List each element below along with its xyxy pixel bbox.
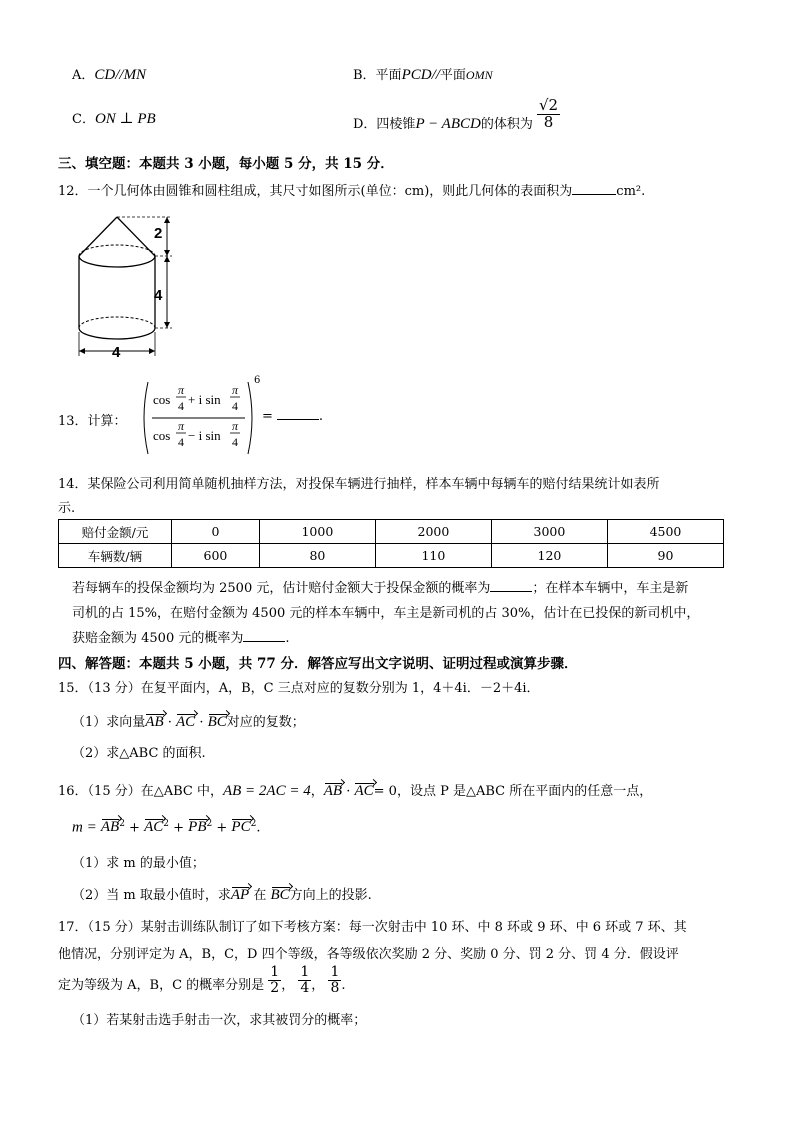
table-row: [59, 544, 724, 568]
option-b: [353, 64, 493, 84]
table-cell: 600: [172, 544, 260, 568]
frac-num: 1: [330, 964, 340, 980]
table-cell: 3000: [491, 520, 607, 544]
frac-den: 2: [270, 979, 280, 996]
q17-s1: （1）若某射击选手射击一次，求其被罚分的概率；: [72, 1013, 367, 1028]
option-d-text: 的体积为: [480, 116, 533, 132]
option-d: [353, 98, 560, 131]
option-a-label: A．: [72, 68, 95, 83]
q13-num-four2: 4: [232, 399, 238, 413]
q14-p3-text: 获赔金额为 4500 元的概率为: [72, 631, 244, 646]
option-b-math1: PCD//: [401, 67, 440, 83]
option-b-text2: 平面: [439, 68, 466, 83]
q16-s1: （1）求 m 的最小值；: [72, 856, 205, 871]
vector-ac: AC: [144, 819, 164, 836]
q16-s2: [72, 884, 372, 904]
q13-num-four1: 4: [178, 399, 184, 413]
option-b-label: B．平面: [353, 68, 402, 83]
vector-ac: AC: [176, 714, 196, 730]
q14-p1-text: 若每辆车的投保金额均为 2500 元，估计赔付金额大于投保金额的概率为: [72, 581, 491, 596]
q16-stem-b: ，: [310, 784, 324, 799]
frac-den: 4: [300, 979, 310, 996]
dim-cone-height: 2: [154, 225, 163, 242]
table-cell: 110: [375, 544, 491, 568]
q13-num-isin: + i sin: [188, 392, 221, 407]
cone-cylinder-figure: [70, 210, 180, 365]
q16-m-label: m =: [72, 819, 97, 836]
option-a: [72, 64, 146, 84]
table-cell: 80: [259, 544, 375, 568]
q13-den-pi1: π: [178, 419, 185, 433]
q13-label: 13．计算：: [58, 414, 127, 429]
q13-exponent: 6: [254, 375, 261, 386]
q15-s2: （2）求△ABC 的面积.: [72, 746, 206, 761]
dim-cylinder-height: 4: [154, 287, 163, 304]
q13-num-pi2: π: [232, 383, 239, 397]
q14-blank2: [243, 641, 285, 642]
q15-s1: （1）求向量AB · AC · BC对应的复数；: [72, 714, 305, 730]
q14-p3: [72, 627, 290, 646]
vector-ac: AC: [354, 783, 374, 799]
table-cell: 1000: [259, 520, 375, 544]
q17-l3-text: 定为等级为 A，B，C 的概率分别是: [58, 977, 265, 993]
q16-s2b: 在: [253, 888, 267, 903]
q13-den-isin: − i sin: [188, 428, 221, 443]
q16-stem-a: 16．（15 分）在△ABC 中，: [58, 784, 223, 799]
q13-den-pi2: π: [232, 419, 239, 433]
option-b-math2: OMN: [465, 68, 493, 82]
vector-ab: AB: [100, 819, 120, 836]
table-cell: 赔付金额/元: [59, 520, 172, 544]
frac-den: 8: [330, 979, 340, 996]
option-c: [72, 108, 156, 128]
q16-stem-c: = 0，设点 P 是△ABC 所在平面内的任意一点，: [373, 784, 653, 799]
q12-text: 12．一个几何体由圆锥和圆柱组成，其尺寸如图所示(单位：cm)，则此几何体的表面积为: [58, 184, 573, 199]
q13-den-cos: cos: [153, 428, 171, 443]
vector-ab: AB: [323, 783, 343, 799]
q13-den-four1: 4: [178, 435, 184, 449]
vector-ap: AP: [230, 887, 250, 903]
table-cell: 2000: [375, 520, 491, 544]
table-cell: 车辆数/辆: [59, 544, 172, 568]
q13-equals: =: [262, 409, 273, 424]
q16-stem: 16．（15 分）在△ABC 中，AB = 2AC = 4，AB · AC= 0，设点 P 是△ABC 所在平面内的任意一点，: [58, 783, 653, 799]
q13-num-pi1: π: [178, 383, 185, 397]
option-c-math: ON ⊥ PB: [94, 111, 156, 127]
q14-intro2: 示.: [58, 501, 76, 516]
section-4-heading: 四、解答题：本题共 5 小题，共 77 分．解答应写出文字说明、证明过程或演算步骤．: [58, 656, 578, 672]
option-d-den: 8: [543, 112, 554, 131]
frac-num: 1: [270, 964, 280, 980]
q17-l1: 17．（15 分）某射击训练队制订了如下考核方案：每一次射击中 10 环、中 8 环或 9 环、中 6 环或 7 环、其: [58, 920, 687, 935]
q14-blank1: [490, 591, 532, 592]
q14-p3b-text: .: [285, 631, 290, 646]
fraction-eighth: [328, 965, 341, 995]
option-a-math: CD//MN: [94, 67, 147, 83]
q16-s2a: （2）当 m 取最小值时，求: [72, 888, 231, 903]
vector-bc: BC: [270, 887, 290, 903]
table-cell: 90: [607, 544, 723, 568]
vector-pc: PC: [231, 819, 251, 836]
q12-unit: cm².: [616, 184, 646, 199]
q13-answer: = .: [262, 409, 324, 424]
q14-p2: 司机的占 15%，在赔付金额为 4500 元的样本车辆中，车主是新司机的占 30%，估计在已投保的新司机中，: [72, 606, 700, 621]
q14-table: [58, 519, 724, 568]
option-d-math: P − ABCD: [415, 115, 481, 132]
table-row: [59, 520, 724, 544]
q15-stem: 15．（13 分）在复平面内，A，B，C 三点对应的复数分别为 1，4＋4i．－2＋4i．: [58, 681, 540, 696]
q13-blank: [277, 419, 319, 420]
option-d-fraction: [537, 98, 560, 131]
frac-num: 1: [300, 964, 310, 980]
table-cell: 4500: [607, 520, 723, 544]
q16-m-formula: $m = AB^2 + AC^2 + PB^2 + PC^2$.: [72, 819, 261, 836]
question-12: [58, 180, 645, 199]
vector-ab: AB: [145, 714, 164, 730]
fraction-half: [268, 965, 281, 995]
q13-den-four2: 4: [232, 435, 238, 449]
q14-p1b-text: ；在样本车辆中，车主是新: [532, 581, 689, 596]
table-cell: 120: [491, 544, 607, 568]
option-d-num: √2: [539, 96, 559, 114]
q13-expression: [138, 380, 258, 456]
q13-num-cos: cos: [153, 392, 171, 407]
q16-s2c: 方向上的投影.: [289, 888, 372, 903]
q12-blank: [572, 194, 616, 195]
table-cell: 0: [172, 520, 260, 544]
q17-l3: 定为等级为 A，B，C 的概率分别是 $\frac{1}{2}$ ， $\frac{1}{4}$ ， $\frac{1}{8}$ .: [58, 964, 346, 996]
q16-stem-math: AB = 2AC = 4: [222, 783, 311, 799]
q17-l2: 他情况，分别评定为 A，B，C，D 四个等级，各等级依次奖励 2 分、奖励 0 分、罚 2 分、罚 4 分．假设评: [58, 947, 679, 962]
q14-intro: 14．某保险公司利用简单随机抽样方法，对投保车辆进行抽样，样本车辆中每辆车的赔付结果统计如表所: [58, 477, 660, 492]
dim-base: 4: [112, 344, 121, 361]
q15-s1a: （1）求向量: [72, 715, 146, 730]
option-d-label: D．四棱锥: [353, 116, 416, 132]
fraction-quarter: [298, 965, 311, 995]
option-c-label: C．: [72, 112, 95, 127]
q14-p1: [72, 577, 688, 596]
section-3-heading: 三、填空题：本题共 3 小题，每小题 5 分，共 15 分．: [58, 156, 394, 172]
vector-pb: PB: [188, 819, 207, 836]
q15-s1b: 对应的复数；: [226, 715, 305, 730]
vector-bc: BC: [207, 714, 227, 730]
